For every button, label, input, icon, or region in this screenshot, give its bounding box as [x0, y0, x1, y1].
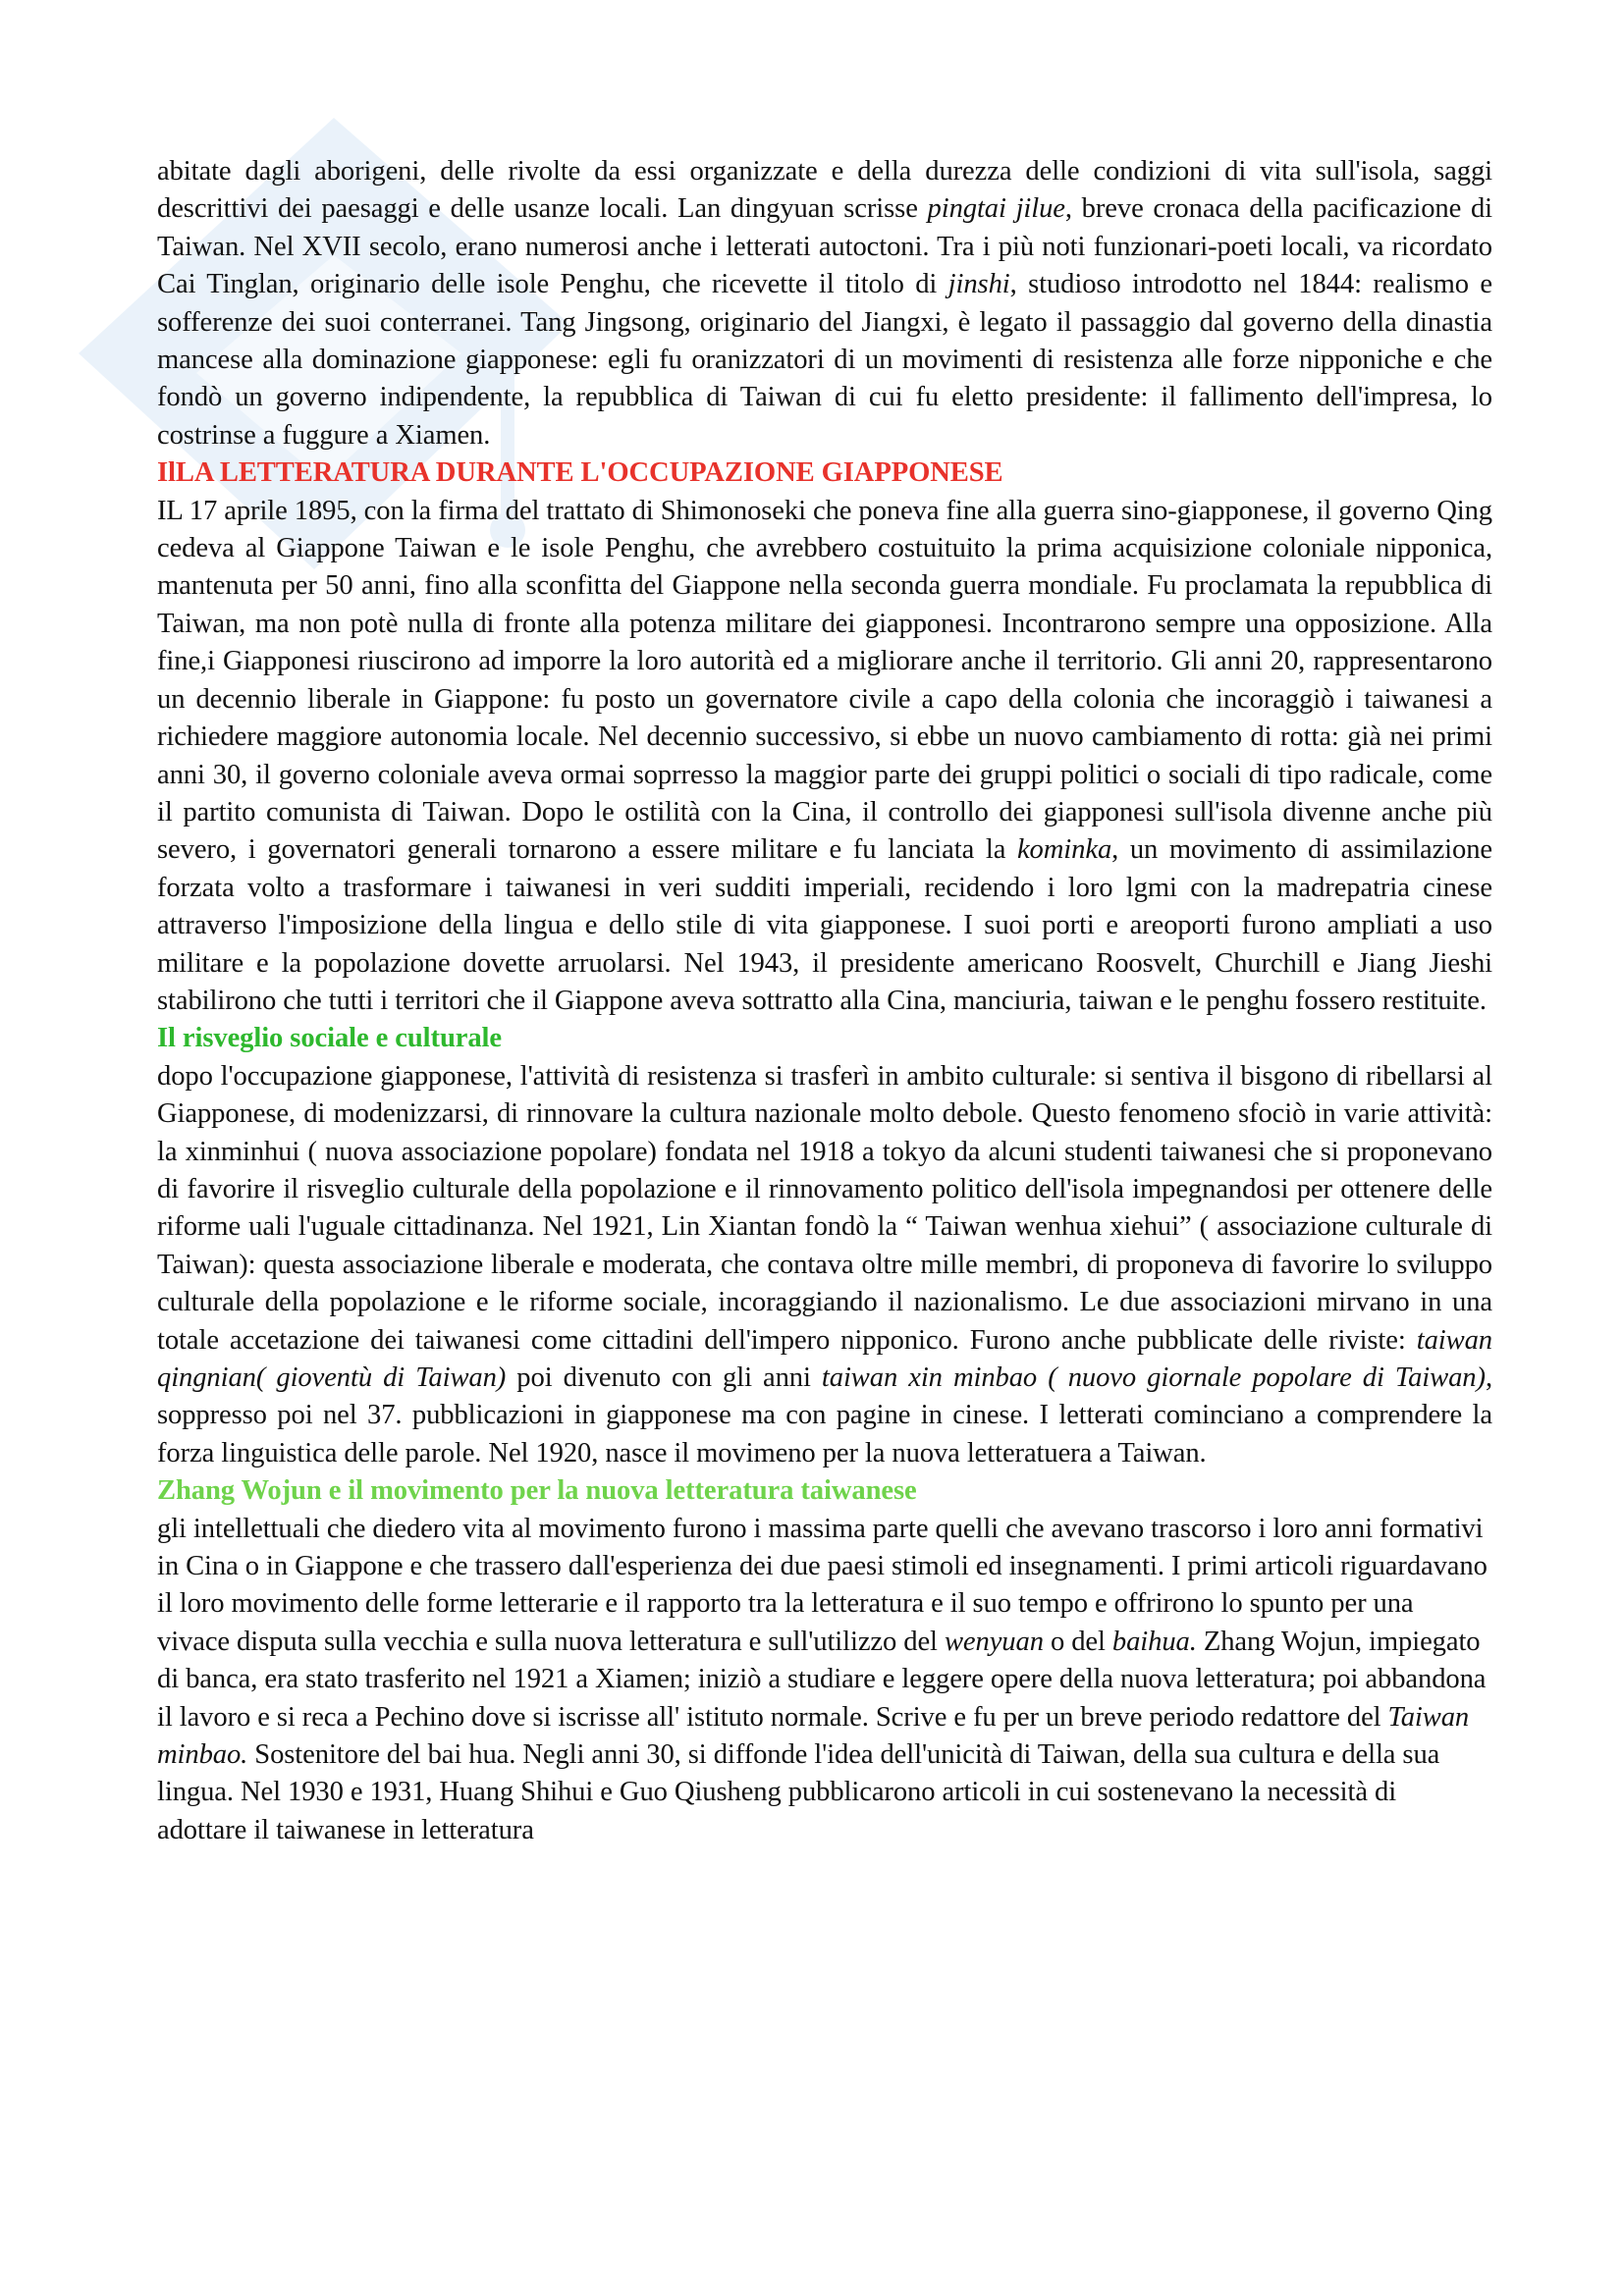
italic-title: Taiwan minbao. — [157, 1701, 1470, 1771]
text-span: , studioso introdotto nel 1844: realismo e sofferenze dei suoi conterranei. Tang Jingsong, originario del Jiangxi, è legato il passaggio dal governo della dinastia mancese alla dominazione giapponese: egli fu oranizzatori di un movimenti di resistenza alle forze nipponiche e che fondò un governo indipendente, la repubblica di Taiwan di cui fu eletto presidente: il fallimento dell'impresa, lo costrinse a fuggure a Xiamen. — [157, 269, 1492, 451]
italic-title: taiwan xin minbao ( nuovo giornale popolare di Taiwan) — [821, 1362, 1486, 1393]
paragraph-zhang-wojun — [157, 1511, 1492, 1850]
text-span: , un movimento di assimilazione forzata volto a trasformare i taiwanesi in veri sudditi imperiali, recidendo i loro lgmi con la madrepatria cinese attraverso l'imposizione della lingua e dello stile di vita giapponese. I suoi porti e areoporti furono ampliati a uso militare e la popolazione dovette arruolarsi. Nel 1943, il presidente americano Roosvelt, Churchill e Jiang Jieshi stabilirono che tutti i territori che il Giappone aveva sottratto alla Cina, manciuria, taiwan e le penghu fossero restituite. — [157, 834, 1493, 1016]
italic-title: taiwan qingnian( gioventù di Taiwan) — [157, 1324, 1492, 1393]
italic-term: jinshi — [947, 269, 1010, 300]
text-span: abitate dagli aborigeni, delle rivolte da essi organizzate e della durezza delle condizioni di vita sull'isola, saggi descrittivi dei paesaggi e delle usanze locali. Lan dingyuan scrisse — [157, 156, 1492, 225]
section-heading-occupazione: IlLA LETTERATURA DURANTE L'OCCUPAZIONE GIAPPONESE — [157, 457, 1003, 489]
text-span: Zhang Wojun, impiegato di banca, era stato trasferito nel 1921 a Xiamen; iniziò a studiare e leggere opere della nuova letteratura; poi abbandona il lavoro e si reca a Pechino dove si iscrisse all' istituto normale. Scrive e fu per un breve periodo redattore del — [157, 1626, 1487, 1733]
text-span: Sostenitore del bai hua. Negli anni 30, si diffonde l'idea dell'unicità di Taiwan, della sua cultura e della sua lingua. Nel 1930 e 1931, Huang Shihui e Guo Qiusheng pubblicarono articoli in cui sostenevano la necessità di adottare il taiwanese in letteratura — [157, 1739, 1440, 1845]
text-span: IL 17 aprile 1895, con la firma del trattato di Shimonoseki che poneva fine alla guerra sino-giapponese, il governo Qing cedeva al Giappone Taiwan e le isole Penghu, che avrebbero costuituito la prima acquisizione coloniale nipponica, mantenuta per 50 anni, fino alla sconfitta del Giappone nella seconda guerra mondiale. Fu proclamata la repubblica di Taiwan, ma non potè nulla di fronte alla potenza militare dei giapponesi. Incontrarono sempre una opposizione. Alla fine,i Giapponesi riuscirono ad imporre la loro autorità ed a migliorare anche il territorio. Gli anni 20, rappresentarono un decennio liberale in Giappone: fu posto un governatore civile a capo della colonia che incoraggiò i taiwanesi a richiedere maggiore autonomia locale. Nel decennio successivo, si ebbe un nuovo cambiamento di rotta: già nei primi anni 30, il governo coloniale aveva ormai soprresso la maggior parte dei gruppi politici o sociali di tipo radicale, come il partito comunista di Taiwan. Dopo le ostilità con la Cina, il controllo dei giapponesi sull'isola divenne anche più severo, i governatori generali tornarono a essere militare e fu lanciata la — [157, 495, 1492, 866]
text-span: , breve cronaca della pacificazione di Taiwan. Nel XVII secolo, erano numerosi anche i letterati autoctoni. Tra i più noti funzionari-poeti locali, va ricordato Cai Tinglan, originario delle isole Penghu, che ricevette il titolo di — [157, 193, 1492, 300]
italic-term: pingtai jilue — [927, 193, 1065, 225]
document-body — [157, 153, 1492, 1849]
italic-term: wenyuan — [944, 1626, 1044, 1657]
paragraph-risveglio — [157, 1058, 1492, 1472]
text-span: gli intellettuali che diedero vita al movimento furono i massima parte quelli che avevano trascorso i loro anni formativi in Cina o in Giappone e che trassero dall'esperienza dei due paesi stimoli ed insegnamenti. I primi articoli riguardavano il loro movimento delle forme letterarie e il rapporto tra la letteratura e il suo tempo e offrirono lo spunto per una vivace disputa sulla vecchia e sulla nuova letteratura e sull'utilizzo del — [157, 1513, 1488, 1657]
italic-term: kominka — [1016, 834, 1112, 866]
paragraph-intro — [157, 153, 1492, 454]
text-span: , soppresso poi nel 37. pubblicazioni in giapponese ma con pagine in cinese. I letterati cominciano a comprendere la forza linguistica delle parole. Nel 1920, nasce il movimeno per la nuova letteratuera a Taiwan. — [157, 1362, 1492, 1468]
italic-term: baihua. — [1111, 1626, 1197, 1657]
text-span: dopo l'occupazione giapponese, l'attività di resistenza si trasferì in ambito culturale: si sentiva il bisgono di ribellarsi al Giapponese, di modenizzarsi, di rinnovare la cultura nazionale molto debole. Questo fenomeno sfociò in varie attività: la xinminhui ( nuova associazione popolare) fondata nel 1918 a tokyo da alcuni studenti taiwanesi che si proponevano di favorire il risveglio culturale della popolazione e il rinnovamento politico dell'isola impegnandosi per ottenere delle riforme uali l'uguale cittadinanza. Nel 1921, Lin Xiantan fondò la “ Taiwan wenhua xiehui” ( associazione culturale di Taiwan): questa associazione liberale e moderata, che contava oltre mille membri, di proponeva di favorire lo sviluppo culturale della popolazione e le riforme sociale, incoraggiando il nazionalismo. Le due associazioni mirvano in una totale accetazione dei taiwanesi come cittadini dell'impero nipponico. Furono anche pubblicate delle riviste: — [157, 1060, 1492, 1356]
paragraph-occupazione — [157, 493, 1492, 1021]
section-heading-zhang-wojun: Zhang Wojun e il movimento per la nuova letteratura taiwanese — [157, 1475, 917, 1507]
section-heading-risveglio: Il risveglio sociale e culturale — [157, 1023, 502, 1054]
text-span: poi divenuto con gli anni — [506, 1362, 822, 1393]
text-span: o del — [1043, 1626, 1112, 1657]
